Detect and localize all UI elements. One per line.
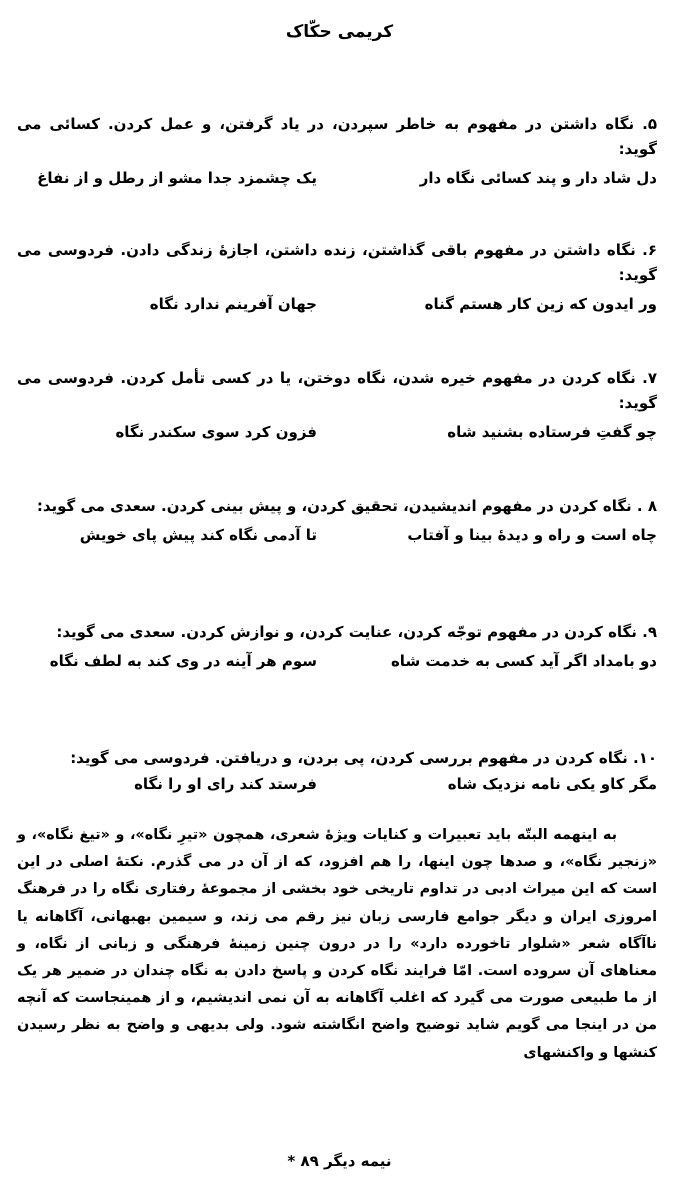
entry-6 — [17, 238, 657, 317]
entry-10 — [17, 746, 657, 797]
verse — [17, 771, 657, 797]
entry-8 — [17, 494, 657, 548]
verse — [17, 522, 657, 548]
verse-hemistich-second: فزون کرد سوی سکندر نگاه — [115, 423, 317, 441]
entry-5 — [17, 112, 657, 191]
verse-hemistich-first: دل شاد دار و پند کسائی نگاه دار — [419, 169, 657, 187]
verse — [17, 648, 657, 674]
entry-text: ۷. نگاه کردن در مفهوم خیره شدن، نگاه دوختن، یا در کسی تأمل کردن. فردوسی می گوید: — [17, 369, 657, 412]
verse-hemistich-second: جهان آفرینم ندارد نگاه — [149, 295, 317, 313]
verse-hemistich-second: فرستد کند رای او را نگاه — [134, 775, 317, 793]
body-paragraph: به اینهمه البتّه باید تعبیرات و کنایات ویژهٔ شعری، همچون «تیرِ نگاه»، و «تیغ نگاه»، و «زنجیر نگاه»، و صدها چون اینها، را هم افزود، که از آن در می گذرم. نکتهٔ اصلی در این است که این میراث ادبی در تداوم تاریخی خود بخشی از مجموعهٔ رفتاری نگاه را در فرهنگ امروزی ایران و دیگر جوامع فارسی زبان نیز رقم می زند، و سیمین بهبهانی، آگاهانه یا ناآگاه شعر «شلوار تاخورده دارد» را در درون چنین زمینهٔ فرهنگی و زبانی از نگاه، و معناهای آن سروده است. امّا فرایند نگاه کردن و پاسخ دادن به نگاه چندان در ضمیر هر یک از ما طبیعی صورت می گیرد که اغلب آگاهانه به آن نمی اندیشیم، و از همینجاست که آنچه من در اینجا می گویم شاید توضیح واضح انگاشته شود. ولی بدیهی و واضح به نظر رسیدن کنشها و واکنشهای — [17, 827, 657, 1061]
entry-text: ۱۰. نگاه کردن در مفهوم بررسی کردن، پی بردن، و دریافتن. فردوسی می گوید: — [70, 749, 657, 767]
verse-hemistich-second: سوم هر آینه در وی کند به لطف نگاه — [49, 652, 317, 670]
verse-hemistich-first: چاه است و راه و دیدهٔ بینا و آفتاب — [407, 526, 657, 544]
verse-hemistich-second: تا آدمی نگاه کند پیش پای خویش — [79, 526, 317, 544]
verse-hemistich-first: ور ایدون که زین کار هستم گناه — [424, 295, 657, 313]
entry-text: ۹. نگاه کردن در مفهوم توجّه کردن، عنایت کردن، و نوازش کردن. سعدی می گوید: — [56, 623, 657, 641]
running-header-author: کریمی حکّاک — [285, 22, 394, 42]
entry-text: ۶. نگاه داشتن در مفهوم باقی گذاشتن، زنده داشتن، اجازهٔ زندگی دادن. فردوسی می گوید: — [17, 241, 657, 284]
entry-7 — [17, 366, 657, 445]
verse-hemistich-first: دو بامداد اگر آید کسی به خدمت شاه — [390, 652, 657, 670]
entry-text: ۸ . نگاه کردن در مفهوم اندیشیدن، تحقیق کردن، و پیش بینی کردن. سعدی می گوید: — [36, 497, 657, 515]
verse-hemistich-first: مگر کاو یکی نامه نزدیک شاه — [447, 775, 657, 793]
entry-9 — [17, 620, 657, 674]
verse-hemistich-first: چو گفتِ فرستاده بشنید شاه — [447, 423, 657, 441]
verse — [17, 291, 657, 317]
verse — [17, 419, 657, 445]
entry-text: ۵. نگاه داشتن در مفهوم به خاطر سپردن، در یاد گرفتن، و عمل کردن. کسائی می گوید: — [17, 115, 657, 158]
verse-hemistich-second: یک چشمزد جدا مشو از رطل و از نفاغ — [37, 169, 317, 187]
page-footer: نیمه دیگر ۸۹ * — [287, 1152, 392, 1170]
verse — [17, 165, 657, 191]
